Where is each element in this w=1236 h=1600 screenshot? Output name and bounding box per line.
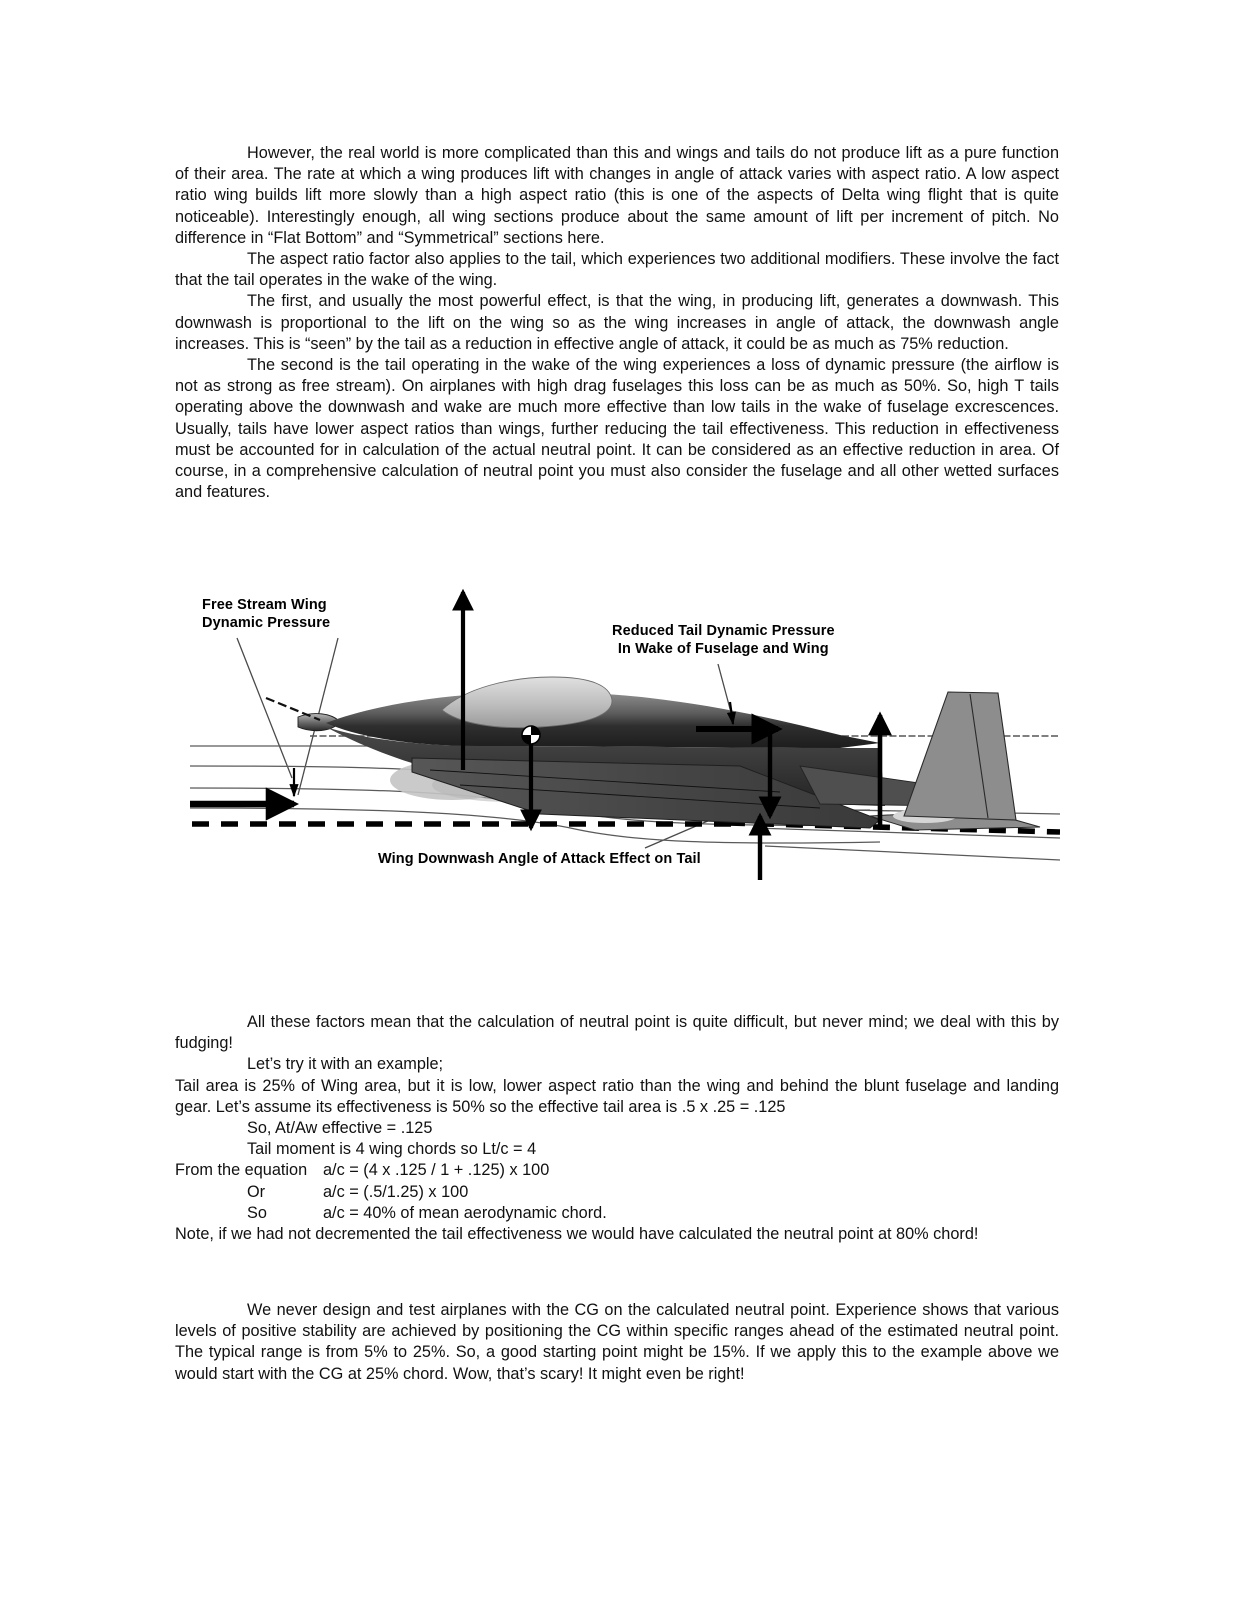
paragraph-aspect-ratio-factor: The aspect ratio factor also applies to the tail, which experiences two additional modifiers. These involve the fact that the tail operates in the wake of the wing.: [175, 250, 1059, 290]
example-line-3-value: a/c = (4 x .125 / 1 + .125) x 100: [323, 1161, 550, 1180]
example-line-5-label: So: [247, 1203, 267, 1222]
figure-label-reduced-tail-pressure: [612, 622, 835, 658]
example-line-2: [175, 1139, 1059, 1160]
example-line-5-value: a/c = 40% of mean aerodynamic chord.: [323, 1203, 607, 1222]
cg-symbol: [522, 726, 540, 744]
example-line-1: [175, 1118, 1059, 1139]
example-line-4-label: Or: [247, 1182, 266, 1201]
example-line-3: [175, 1160, 1059, 1181]
vertical-stabilizer: [904, 692, 1016, 820]
paragraph-never-design: We never design and test airplanes with the CG on the calculated neutral point. Experience shows that various levels of positive stability are achieved by positioning the CG within specific ranges ahead of the estimated neutral point. The typical range is from 5% to 25%. So, a good starting point might be 15%. If we apply this to the example above we would start with the CG at 25% chord. Wow, that’s scary! It might even be right!: [175, 1301, 1059, 1383]
text-section-closing: [175, 1300, 1059, 1385]
figure-label-downwash: [378, 850, 701, 868]
free-stream-line-2: Dynamic Pressure: [202, 615, 331, 631]
example-line-2-value: Tail moment is 4 wing chords so Lt/c = 4: [247, 1140, 537, 1159]
example-line-5: [175, 1203, 1059, 1224]
example-line-3-label: From the equation: [175, 1161, 308, 1180]
paragraph-note-decrement: Note, if we had not decremented the tail effectiveness we would have calculated the neutral point at 80% chord!: [175, 1225, 979, 1244]
paragraph-first-effect: The first, and usually the most powerful effect, is that the wing, in producing lift, generates a downwash. This downwash is proportional to the lift on the wing so as the wing increases in angle of attack, the downwash angle increases. This is “seen” by the tail as a reduction in effective angle of attack, it could be as much as 75% reduction.: [175, 292, 1059, 353]
paragraph-lets-try: Let’s try it with an example;: [247, 1055, 444, 1074]
reduced-tail-line-2: In Wake of Fuselage and Wing: [617, 641, 829, 657]
reduced-tail-line-1: Reduced Tail Dynamic Pressure: [612, 623, 835, 639]
example-line-4: [175, 1182, 1059, 1203]
text-section-top: [175, 143, 1059, 503]
paragraph-however: However, the real world is more complicated than this and wings and tails do not produce lift as a pure function of their area. The rate at which a wing produces lift with changes in angle of attack varies with aspect ratio. A low aspect ratio wing builds lift more slowly than a high aspect ratio (this is one of the aspects of Delta wing flight that is quite noticeable). Interestingly enough, all wing sections produce about the same amount of lift per increment of pitch. No difference in “Flat Bottom” and “Symmetrical” sections here.: [175, 144, 1059, 247]
text-section-example: [175, 1012, 1059, 1245]
example-line-4-value: a/c = (.5/1.25) x 100: [323, 1182, 469, 1201]
aircraft-downwash-diagram: [180, 580, 1060, 890]
example-line-1-value: So, At/Aw effective = .125: [247, 1119, 433, 1138]
paragraph-second-effect: The second is the tail operating in the wake of the wing experiences a loss of dynamic pressure (the airflow is not as strong as free stream). On airplanes with high drag fuselages this loss can be as much as 50%. So, high T tails operating above the downwash and wake are much more effective than low tails in the wake of fuselage excrescences. Usually, tails have lower aspect ratios than wings, further reducing the tail effectiveness. This reduction in effectiveness must be accounted for in calculation of the actual neutral point. It can be considered as an effective reduction in area. Of course, in a comprehensive calculation of neutral point you must also consider the fuselage and all other wetted surfaces and features.: [175, 356, 1059, 502]
paragraph-all-these-factors: All these factors mean that the calculation of neutral point is quite difficult, but never mind; we deal with this by fudging!: [175, 1013, 1059, 1053]
canopy: [442, 677, 612, 728]
downwash-label-text: Wing Downwash Angle of Attack Effect on Tail: [378, 851, 701, 867]
paragraph-tail-area: Tail area is 25% of Wing area, but it is low, lower aspect ratio than the wing and behind the blunt fuselage and landing gear. Let’s assume its effectiveness is 50% so the effective tail area is .5 x .25 = .125: [175, 1076, 1059, 1116]
free-stream-line-1: Free Stream Wing: [202, 597, 327, 613]
figure-label-free-stream: [202, 596, 330, 632]
